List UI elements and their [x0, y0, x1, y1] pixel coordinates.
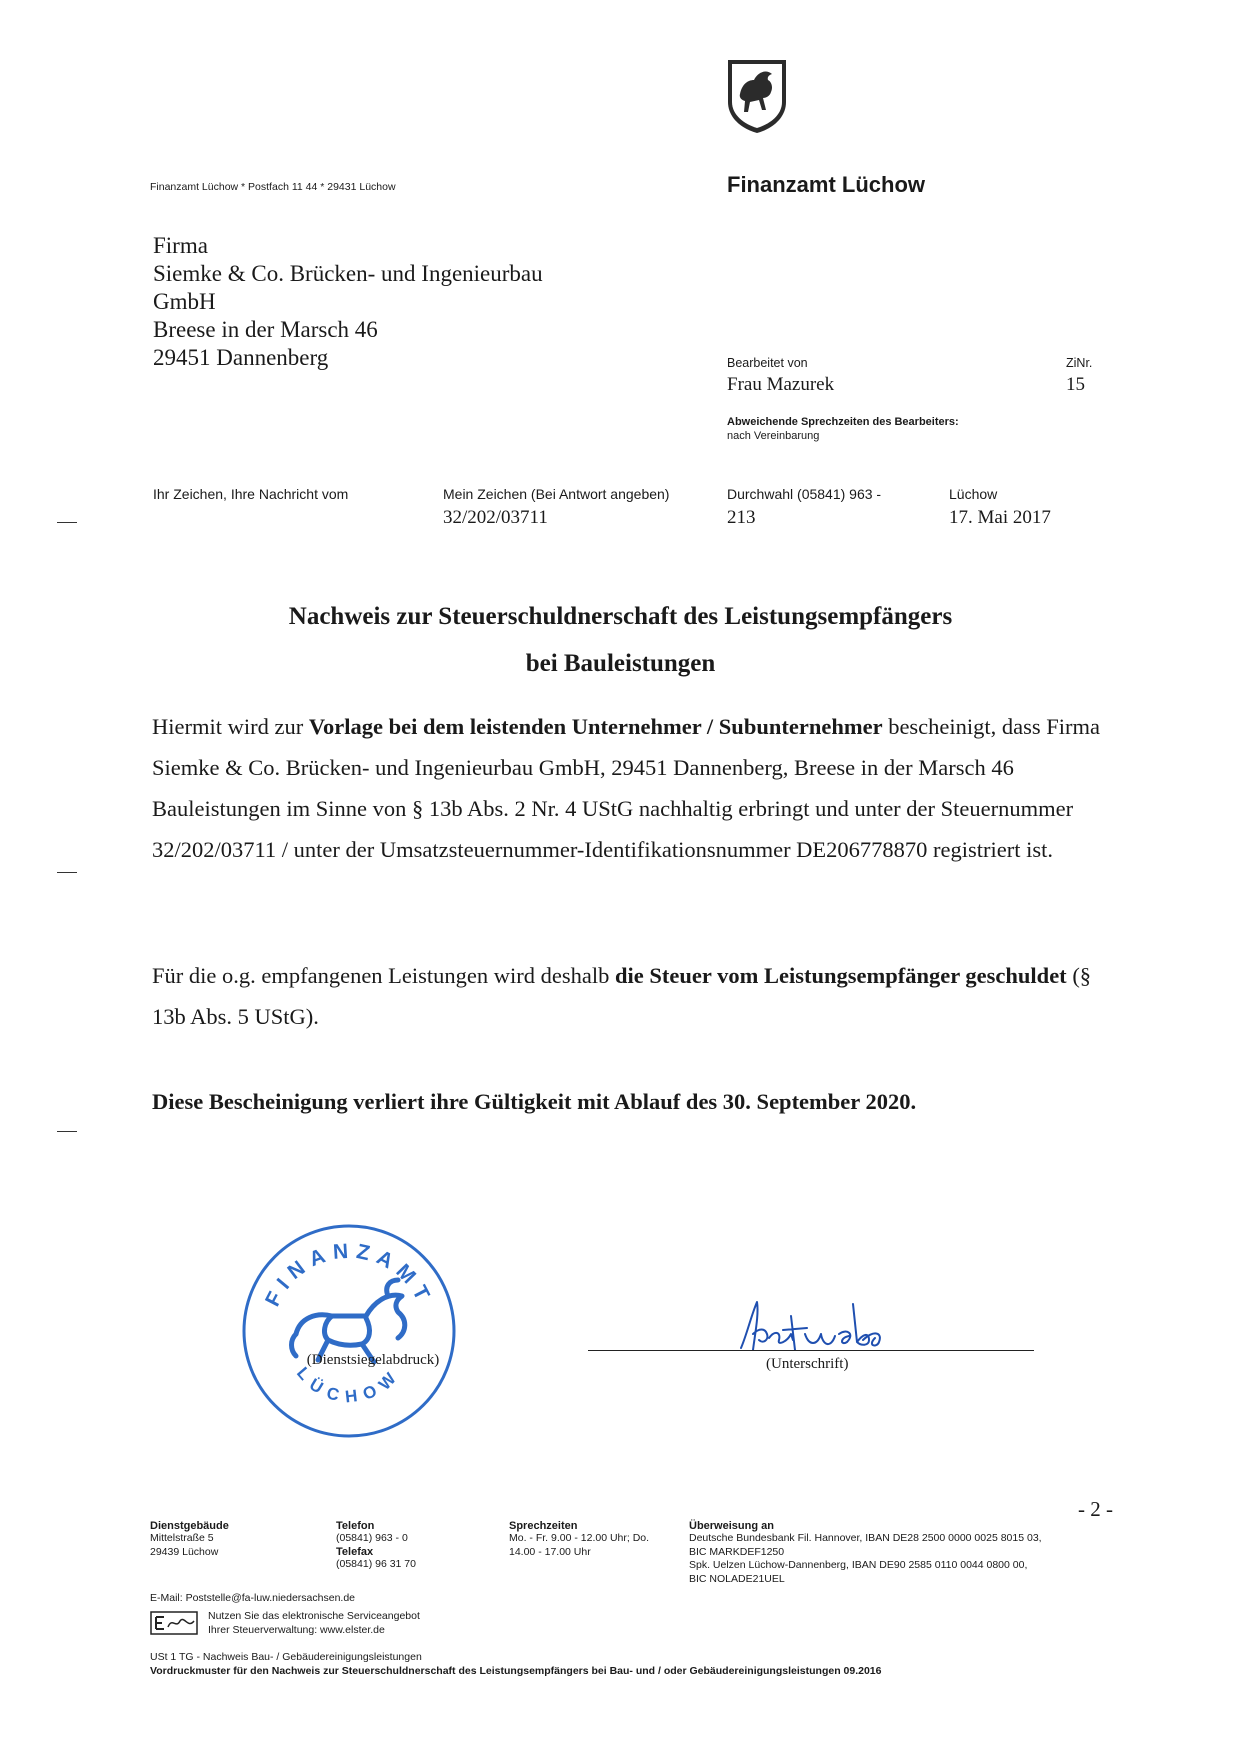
my-reference-value: 32/202/03711 — [443, 507, 548, 528]
recipient-line: GmbH — [153, 289, 216, 314]
footer-form-info — [150, 1651, 881, 1678]
document-title-line: bei Bauleistungen — [525, 650, 716, 677]
office-name: Finanzamt Lüchow — [727, 172, 925, 197]
recipient-line: Breese in der Marsch 46 — [153, 317, 378, 342]
my-reference-label: Mein Zeichen (Bei Antwort angeben) — [443, 486, 670, 502]
seal-text-bottom: LÜCHOW — [292, 1363, 406, 1407]
phone-extension-label: Durchwahl (05841) 963 - — [727, 486, 882, 502]
footer-building-city: 29439 Lüchow — [150, 1545, 219, 1558]
paragraph-emphasis: Vorlage bei dem leistenden Unternehmer / Subunternehmer — [308, 714, 883, 739]
validity-statement: Diese Bescheinigung verliert ihre Gültigkeit mit Ablauf des 30. September 2020. — [152, 1089, 917, 1114]
your-reference-label: Ihr Zeichen, Ihre Nachricht vom — [153, 486, 349, 502]
form-code: USt 1 TG - Nachweis Bau- / Gebäudereinigungsleistungen — [150, 1651, 422, 1663]
seal-text-top: FINANZAMT — [260, 1239, 438, 1311]
recipient-line: Firma — [153, 233, 208, 258]
room-value: 15 — [1066, 374, 1085, 395]
footer-hours-label: Sprechzeiten — [509, 1520, 578, 1532]
form-description: Vordruckmuster für den Nachweis zur Steuerschuldnerschaft des Leistungsempfängers bei Bau- und / oder Gebäudereinigungsleistungen 09.2016 — [150, 1664, 882, 1677]
paragraph-text: bescheinigt, dass Firma Siemke & Co. Brücken- und Ingenieurbau GmbH, 29451 Dannenberg, Breese in der Marsch 46 Bauleistungen im Sinne von § 13b Abs. 2 Nr. 4 UStG nachhaltig erbringt und unter der Steuernummer 32/202/03711 / unter der Umsatzsteuernummer-Identifikationsnummer DE206778870 registriert ist. — [152, 714, 1101, 862]
office-hours-label: Abweichende Sprechzeiten des Bearbeiters: — [727, 416, 959, 428]
place-label: Lüchow — [949, 486, 998, 502]
handwritten-signature — [735, 1294, 915, 1358]
clerk-label: Bearbeitet von — [727, 356, 808, 370]
room-label: ZiNr. — [1066, 356, 1093, 370]
document-title-line: Nachweis zur Steuerschuldnerschaft des Leistungsempfängers — [288, 603, 953, 630]
signature-line — [588, 1350, 1034, 1351]
fold-mark-top — [57, 522, 77, 523]
lower-saxony-crest-logo — [726, 58, 788, 134]
official-seal-stamp — [238, 1222, 460, 1440]
footer-phone — [336, 1520, 416, 1571]
paragraph-text: (§ 13b Abs. 5 UStG). — [152, 963, 1092, 1029]
signature-caption: (Unterschrift) — [766, 1356, 849, 1372]
phone-extension-value: 213 — [727, 507, 756, 528]
document-title — [0, 593, 1241, 687]
footer-phone-value: (05841) 963 - 0 — [336, 1532, 408, 1544]
sender-return-address: Finanzamt Lüchow * Postfach 11 44 * 29431 Lüchow — [150, 181, 396, 193]
footer-elster-line: Ihrer Steuerverwaltung: www.elster.de — [208, 1623, 385, 1636]
footer-transfer-label: Überweisung an — [689, 1520, 774, 1532]
footer-elster-line: Nutzen Sie das elektronische Serviceangebot — [208, 1610, 420, 1622]
recipient-line: Siemke & Co. Brücken- und Ingenieurbau — [153, 261, 543, 286]
letter-date: 17. Mai 2017 — [949, 507, 1051, 528]
footer-transfer-line: BIC MARKDEF1250 — [689, 1545, 785, 1558]
elster-logo-icon — [150, 1611, 198, 1635]
footer-hours — [509, 1520, 649, 1559]
clerk-name: Frau Mazurek — [727, 374, 835, 395]
footer-building-street: Mittelstraße 5 — [150, 1532, 214, 1544]
recipient-address — [153, 232, 543, 372]
paragraph-text: Für die o.g. empfangenen Leistungen wird deshalb — [152, 963, 616, 988]
paragraph-emphasis: die Steuer vom Leistungsempfänger geschuldet — [615, 963, 1067, 988]
footer-transfer-line: BIC NOLADE21UEL — [689, 1572, 785, 1585]
punch-mark — [57, 872, 77, 873]
fold-mark-bottom — [57, 1131, 77, 1132]
office-hours-value: nach Vereinbarung — [727, 430, 820, 442]
footer-hours-line: 14.00 - 17.00 Uhr — [509, 1545, 591, 1558]
footer-building — [150, 1520, 229, 1559]
footer-transfer-line: Deutsche Bundesbank Fil. Hannover, IBAN DE28 2500 0000 0025 8015 03, — [689, 1532, 1042, 1544]
horse-icon — [292, 1280, 405, 1362]
footer-hours-line: Mo. - Fr. 9.00 - 12.00 Uhr; Do. — [509, 1532, 650, 1544]
seal-caption: (Dienstsiegelabdruck) — [306, 1352, 440, 1368]
tax-liability-paragraph — [152, 955, 1112, 1037]
footer-transfer-line: Spk. Uelzen Lüchow-Dannenberg, IBAN DE90 2585 0110 0044 0800 00, — [689, 1559, 1028, 1571]
footer-fax-label: Telefax — [336, 1545, 374, 1558]
footer-bank-transfer — [689, 1520, 1042, 1586]
footer-fax-value: (05841) 96 31 70 — [336, 1557, 416, 1570]
footer-phone-label: Telefon — [336, 1520, 375, 1532]
recipient-line: 29451 Dannenberg — [153, 345, 329, 370]
paragraph-text: Hiermit wird zur — [152, 714, 309, 739]
footer-building-label: Dienstgebäude — [150, 1520, 229, 1532]
footer-email: E-Mail: Poststelle@fa-luw.niedersachsen.de — [150, 1592, 356, 1604]
page-number: - 2 - — [1078, 1497, 1113, 1521]
certification-paragraph — [152, 706, 1112, 870]
footer-elster-note — [208, 1610, 420, 1637]
